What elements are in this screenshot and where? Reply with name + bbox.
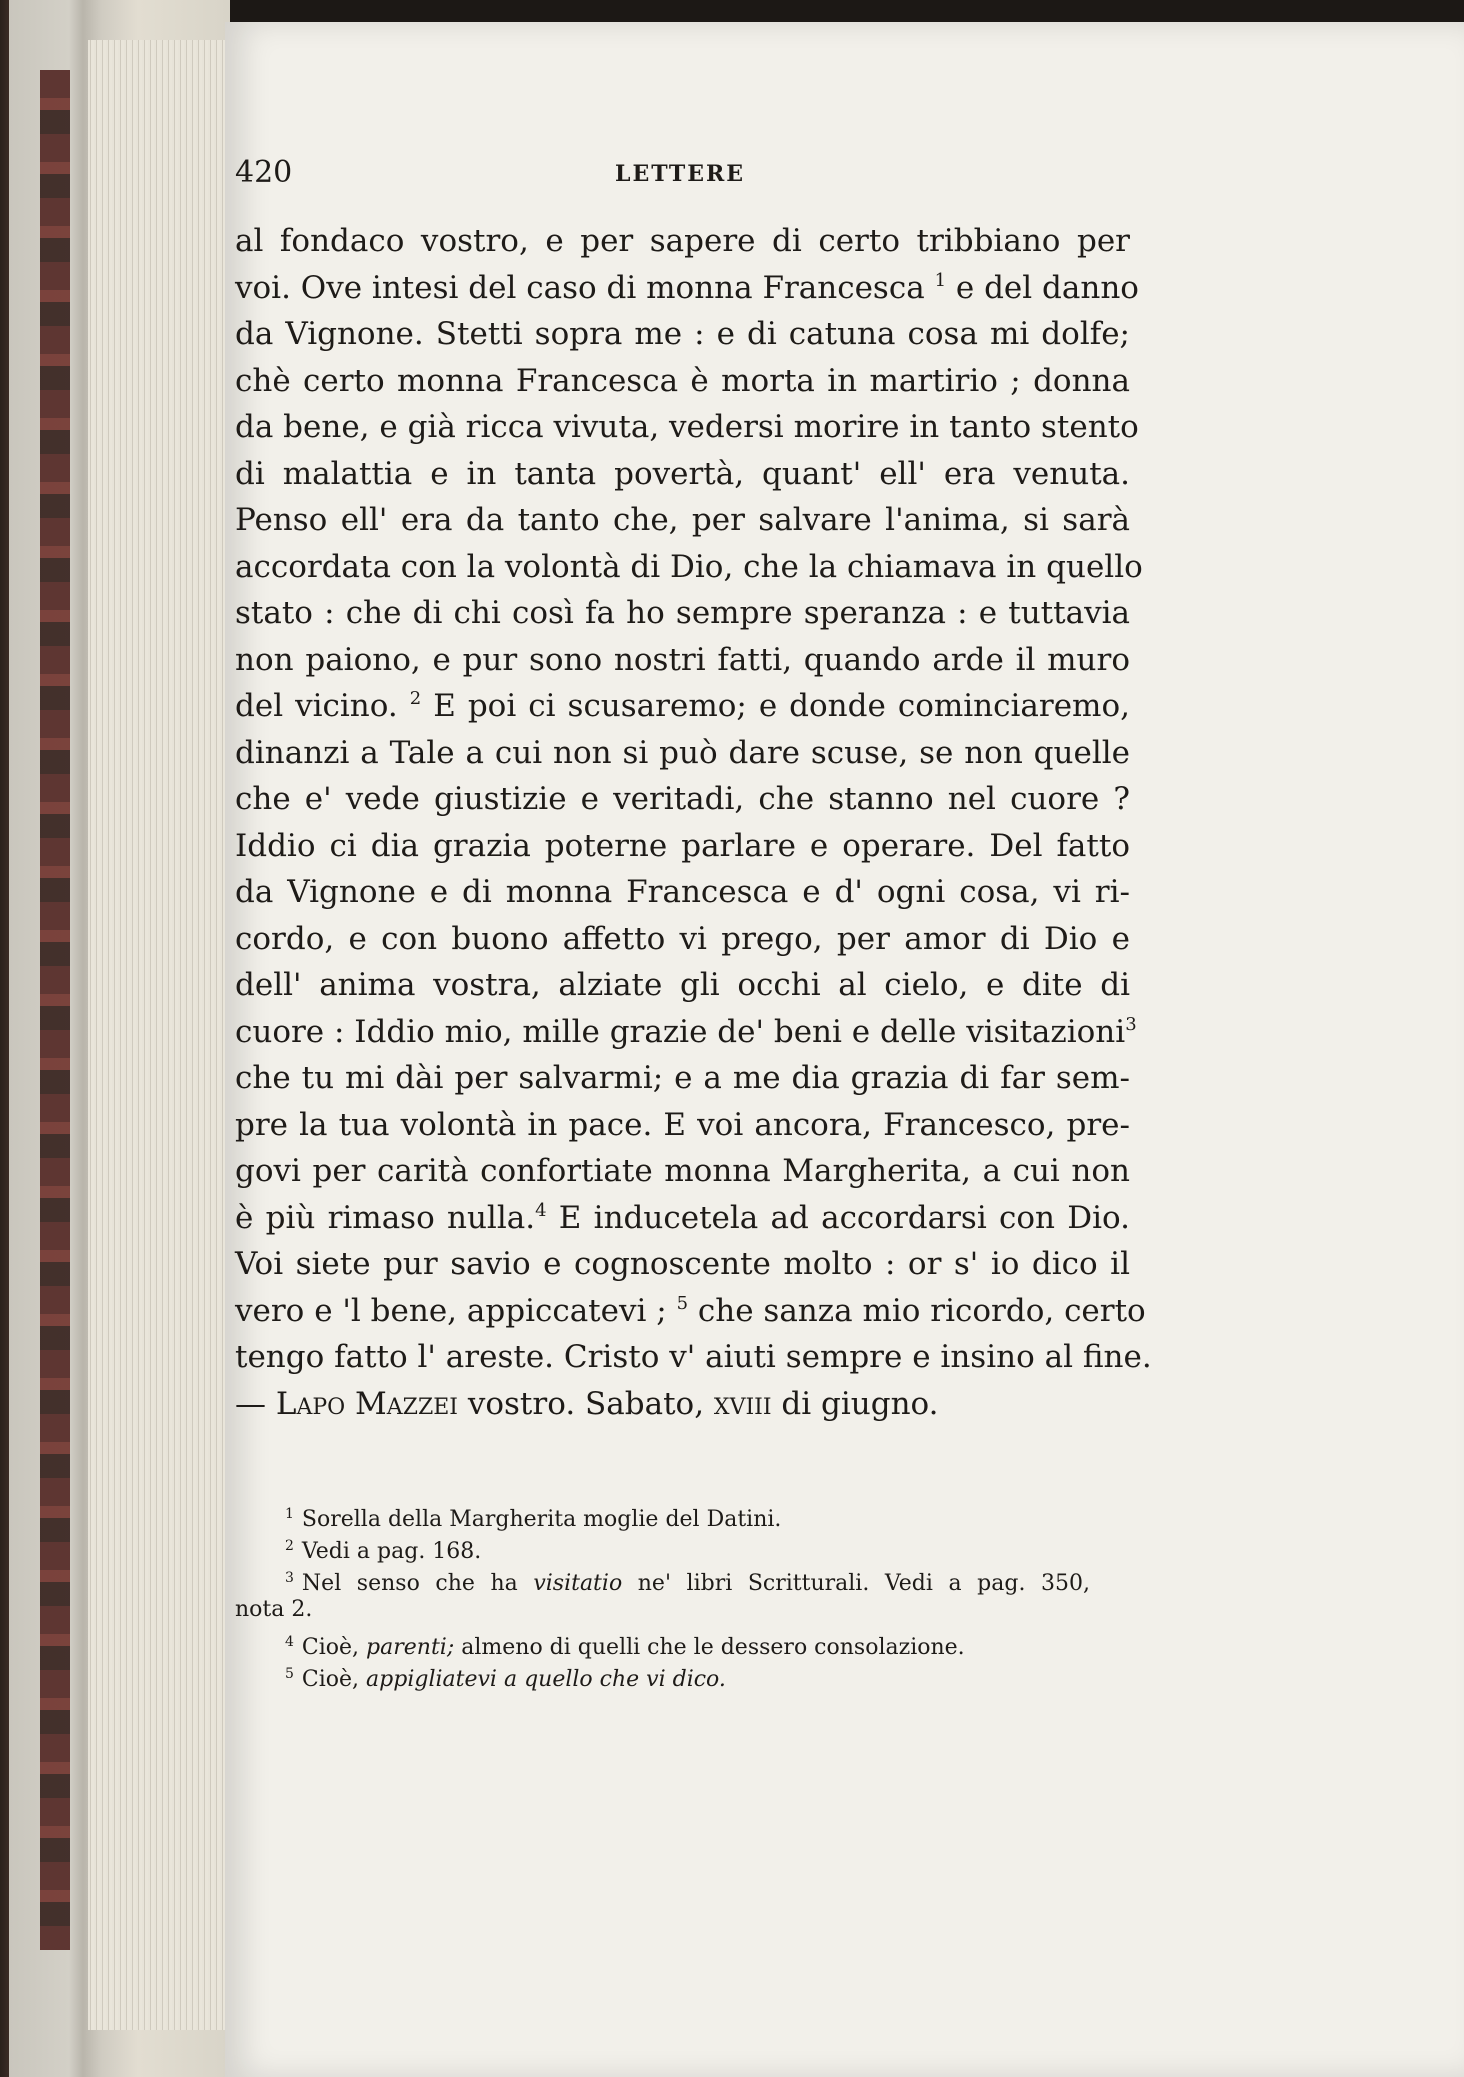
letter-body [235, 218, 1360, 1427]
text-line: dinanzi a Tale a cui non si può dare scuse, se non quelle [235, 734, 1130, 771]
text-line: Penso ell' era da tanto che, per salvare l'anima, si sarà [235, 502, 1130, 538]
text-line: che e' vede giustizie e veritadi, che stanno nel cuore ? [235, 781, 1130, 817]
text-line: accordata con la volontà di Dio, che la chiamava in quello [235, 548, 1143, 585]
text-line: cuore : Iddio mio, mille grazie de' beni e delle visitazioni$^3$ [235, 1013, 1137, 1050]
text-line: cordo, e con buono affetto vi prego, per amor di Dio e [235, 920, 1130, 957]
footnote-ref: 2 [409, 688, 422, 709]
footnotes [235, 1498, 1135, 1690]
text-line: al fondaco vostro, e per sapere di certo tribbiano per [235, 223, 1130, 259]
text-line: del vicino. $^2$ E poi ci scusaremo; e donde cominciaremo, [235, 688, 1130, 724]
text-line: Iddio ci dia grazia poterne parlare e operare. Del fatto [235, 827, 1130, 864]
footnote-ref: 1 [934, 269, 947, 291]
text-line: chè certo monna Francesca è morta in martirio ; donna [235, 362, 1130, 399]
page-number: 420 [235, 155, 293, 190]
footnote-5: $^5$ Cioè, appigliatevi a quello che vi dico. [285, 1666, 726, 1692]
text-line: tengo fatto l' areste. Cristo v' aiuti sempre e insino al fine. [235, 1339, 1152, 1375]
text-line: pre la tua volontà in pace. E voi ancora, Francesco, pre- [235, 1106, 1130, 1143]
footnote-1: $^1$ Sorella della Margherita moglie del Datini. [285, 1506, 782, 1532]
page-block-edge [88, 40, 228, 2030]
page-header [235, 155, 1065, 195]
footnote-ref: 4 [535, 1199, 547, 1221]
text-line: non paiono, e pur sono nostri fatti, quando arde il muro [235, 641, 1130, 678]
text-line: di malattia e in tanta povertà, quant' ell' era venuta. [235, 455, 1130, 492]
footnote-3: $^3$ Nel senso che ha visitatio ne' libri Scritturali. Vedi a pag. 350, [285, 1570, 1090, 1596]
text-line: dell' anima vostra, alziate gli occhi al cielo, e dite di [235, 967, 1130, 1003]
footnote-ref: 3 [1125, 1013, 1137, 1035]
binding-spine-edge [40, 70, 70, 1950]
footnote-2: $^2$ Vedi a pag. 168. [285, 1538, 482, 1564]
footnote-3-continued: nota 2. [235, 1597, 313, 1622]
text-line: che tu mi dài per salvarmi; e a me dia grazia di far sem- [235, 1060, 1130, 1096]
date-numeral: xviii [713, 1385, 772, 1422]
footnote-ref: 5 [676, 1292, 689, 1314]
text-line: da Vignone. Stetti sopra me : e di catuna cosa mi dolfe; [235, 316, 1130, 352]
text-line: da bene, e già ricca vivuta, vedersi morire in tanto stento [235, 409, 1139, 445]
text-line: vero e 'l bene, appiccatevi ; $^5$ che sanza mio ricordo, certo [235, 1292, 1146, 1329]
text-line: voi. Ove intesi del caso di monna Francesca $^1$ e del danno [235, 269, 1139, 306]
author-name: Lapo Mazzei [275, 1385, 458, 1422]
text-line: Voi siete pur savio e cognoscente molto : or s' io dico il [235, 1246, 1130, 1282]
text-line: stato : che di chi così fa ho sempre speranza : e tuttavia [235, 595, 1130, 631]
footnote-4: $^4$ Cioè, parenti; almeno di quelli che le dessero consolazione. [285, 1634, 965, 1660]
signature-line: — Lapo Mazzei vostro. Sabato, xviii di giugno. [235, 1385, 939, 1422]
text-line: è più rimaso nulla.$^4$ E inducetela ad accordarsi con Dio. [235, 1199, 1130, 1236]
book-binding [0, 0, 230, 2077]
running-head: LETTERE [615, 161, 746, 187]
text-line: da Vignone e di monna Francesca e d' ogni cosa, vi ri- [235, 874, 1130, 910]
text-line: govi per carità confortiate monna Margherita, a cui non [235, 1153, 1130, 1189]
